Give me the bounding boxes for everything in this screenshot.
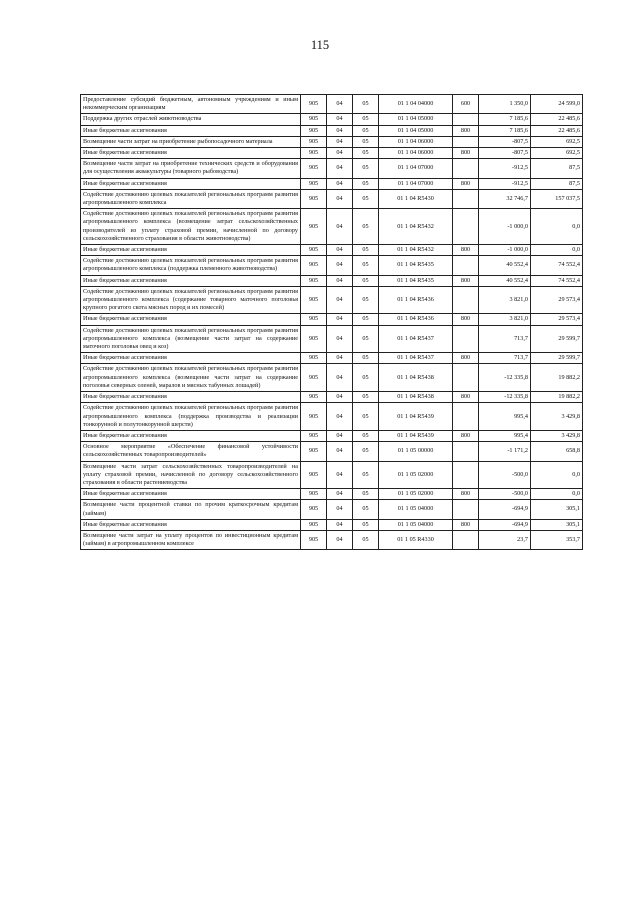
amount-total: 74 552,4: [531, 256, 583, 275]
amount-total: 87,5: [531, 159, 583, 178]
expense-type-code: 800: [453, 178, 479, 189]
section-code: 04: [327, 519, 353, 530]
amount-change: -1 000,0: [479, 209, 531, 245]
amount-total: 353,7: [531, 530, 583, 549]
amount-change: -12 335,8: [479, 364, 531, 392]
ministry-code: 905: [301, 430, 327, 441]
item-name: Возмещение части затрат сельскохозяйственных товаропроизводителей на уплату страховой премии, начисленной по договору сельскохозяйственного страхования в области растениеводства: [81, 461, 301, 489]
target-article-code: 01 1 04 R5437: [379, 325, 453, 353]
ministry-code: 905: [301, 125, 327, 136]
amount-change: -1 171,2: [479, 442, 531, 461]
section-code: 04: [327, 430, 353, 441]
section-code: 04: [327, 114, 353, 125]
item-name: Возмещение части процентной ставки по прочим краткосрочным кредитам (займам): [81, 500, 301, 519]
amount-total: 87,5: [531, 178, 583, 189]
section-code: 04: [327, 530, 353, 549]
amount-total: 24 599,0: [531, 95, 583, 114]
target-article-code: 01 1 04 R5439: [379, 430, 453, 441]
amount-change: -1 000,0: [479, 245, 531, 256]
amount-total: 22 485,6: [531, 114, 583, 125]
subsection-code: 05: [353, 125, 379, 136]
amount-change: -912,5: [479, 178, 531, 189]
amount-total: 305,1: [531, 500, 583, 519]
expense-type-code: [453, 159, 479, 178]
item-name: Содействие достижению целевых показателей региональных программ развития агропромышленного комплекса (поддержка племенного животноводства): [81, 256, 301, 275]
target-article-code: 01 1 04 R5435: [379, 275, 453, 286]
expense-type-code: 800: [453, 125, 479, 136]
target-article-code: 01 1 04 R5435: [379, 256, 453, 275]
table-row: [81, 403, 583, 431]
budget-table: [80, 94, 583, 550]
amount-total: 19 882,2: [531, 364, 583, 392]
ministry-code: 905: [301, 461, 327, 489]
section-code: 04: [327, 178, 353, 189]
item-name: Иные бюджетные ассигнования: [81, 430, 301, 441]
amount-total: 19 882,2: [531, 392, 583, 403]
expense-type-code: 800: [453, 489, 479, 500]
amount-total: 0,0: [531, 209, 583, 245]
ministry-code: 905: [301, 286, 327, 314]
ministry-code: 905: [301, 114, 327, 125]
table-row: [81, 189, 583, 208]
ministry-code: 905: [301, 159, 327, 178]
item-name: Иные бюджетные ассигнования: [81, 275, 301, 286]
expense-type-code: 800: [453, 519, 479, 530]
section-code: 04: [327, 325, 353, 353]
table-row: [81, 353, 583, 364]
target-article-code: 01 1 04 06000: [379, 136, 453, 147]
section-code: 04: [327, 403, 353, 431]
table-row: [81, 519, 583, 530]
table-row: [81, 95, 583, 114]
item-name: Иные бюджетные ассигнования: [81, 178, 301, 189]
subsection-code: 05: [353, 189, 379, 208]
item-name: Возмещение части затрат на приобретение технических средств и оборудования для осуществления аквакультуры (товарного рыбоводства): [81, 159, 301, 178]
ministry-code: 905: [301, 245, 327, 256]
subsection-code: 05: [353, 256, 379, 275]
expense-type-code: 800: [453, 430, 479, 441]
target-article-code: 01 1 05 R4330: [379, 530, 453, 549]
item-name: Иные бюджетные ассигнования: [81, 519, 301, 530]
subsection-code: 05: [353, 314, 379, 325]
section-code: 04: [327, 461, 353, 489]
table-row: [81, 148, 583, 159]
item-name: Содействие достижению целевых показателей региональных программ развития агропромышленного комплекса (поддержка производства и реализации тонкорунной и полутонкорунной шерсти): [81, 403, 301, 431]
table-row: [81, 256, 583, 275]
ministry-code: 905: [301, 364, 327, 392]
target-article-code: 01 1 04 R5432: [379, 245, 453, 256]
target-article-code: 01 1 04 R5430: [379, 189, 453, 208]
subsection-code: 05: [353, 209, 379, 245]
expense-type-code: 800: [453, 245, 479, 256]
amount-total: 0,0: [531, 489, 583, 500]
item-name: Иные бюджетные ассигнования: [81, 353, 301, 364]
amount-total: 3 429,8: [531, 430, 583, 441]
section-code: 04: [327, 392, 353, 403]
section-code: 04: [327, 245, 353, 256]
target-article-code: 01 1 05 02000: [379, 461, 453, 489]
subsection-code: 05: [353, 159, 379, 178]
item-name: Иные бюджетные ассигнования: [81, 314, 301, 325]
amount-change: 7 185,6: [479, 125, 531, 136]
ministry-code: 905: [301, 500, 327, 519]
table-row: [81, 325, 583, 353]
subsection-code: 05: [353, 325, 379, 353]
subsection-code: 05: [353, 403, 379, 431]
amount-total: 29 573,4: [531, 314, 583, 325]
amount-change: 3 821,0: [479, 314, 531, 325]
table-row: [81, 442, 583, 461]
expense-type-code: [453, 364, 479, 392]
amount-change: 995,4: [479, 403, 531, 431]
expense-type-code: [453, 136, 479, 147]
table-row: [81, 209, 583, 245]
target-article-code: 01 1 04 06000: [379, 148, 453, 159]
amount-change: 7 185,6: [479, 114, 531, 125]
amount-total: 0,0: [531, 245, 583, 256]
ministry-code: 905: [301, 403, 327, 431]
target-article-code: 01 1 04 R5437: [379, 353, 453, 364]
subsection-code: 05: [353, 286, 379, 314]
item-name: Иные бюджетные ассигнования: [81, 148, 301, 159]
expense-type-code: [453, 256, 479, 275]
section-code: 04: [327, 256, 353, 275]
table-row: [81, 461, 583, 489]
item-name: Возмещение части затрат на уплату процентов по инвестиционным кредитам (займам) в агропромышленном комплексе: [81, 530, 301, 549]
amount-change: -912,5: [479, 159, 531, 178]
target-article-code: 01 1 04 R5438: [379, 392, 453, 403]
section-code: 04: [327, 489, 353, 500]
amount-total: 29 599,7: [531, 353, 583, 364]
amount-total: 3 429,8: [531, 403, 583, 431]
expense-type-code: [453, 286, 479, 314]
expense-type-code: [453, 442, 479, 461]
amount-change: -500,0: [479, 489, 531, 500]
amount-change: 40 552,4: [479, 275, 531, 286]
table-row: [81, 530, 583, 549]
amount-change: -500,0: [479, 461, 531, 489]
table-row: [81, 178, 583, 189]
item-name: Содействие достижению целевых показателей региональных программ развития агропромышленного комплекса (возмещение части затрат на содержание маточного поголовья овец и коз): [81, 325, 301, 353]
amount-change: -694,9: [479, 500, 531, 519]
expense-type-code: [453, 461, 479, 489]
table-row: [81, 114, 583, 125]
ministry-code: 905: [301, 148, 327, 159]
expense-type-code: 800: [453, 314, 479, 325]
ministry-code: 905: [301, 353, 327, 364]
section-code: 04: [327, 364, 353, 392]
ministry-code: 905: [301, 489, 327, 500]
item-name: Содействие достижению целевых показателей региональных программ развития агропромышленного комплекса: [81, 189, 301, 208]
target-article-code: 01 1 04 R5432: [379, 209, 453, 245]
item-name: Иные бюджетные ассигнования: [81, 489, 301, 500]
expense-type-code: [453, 209, 479, 245]
expense-type-code: 800: [453, 392, 479, 403]
expense-type-code: [453, 403, 479, 431]
item-name: Содействие достижению целевых показателей региональных программ развития агропромышленного комплекса (содержание товарного маточного поголовья крупного рогатого скота мясных пород и их помесей): [81, 286, 301, 314]
expense-type-code: [453, 114, 479, 125]
ministry-code: 905: [301, 189, 327, 208]
table-row: [81, 159, 583, 178]
item-name: Поддержка других отраслей животноводства: [81, 114, 301, 125]
amount-change: 1 350,0: [479, 95, 531, 114]
item-name: Иные бюджетные ассигнования: [81, 245, 301, 256]
table-row: [81, 125, 583, 136]
amount-total: 305,1: [531, 519, 583, 530]
subsection-code: 05: [353, 430, 379, 441]
amount-change: -807,5: [479, 148, 531, 159]
target-article-code: 01 1 04 05000: [379, 125, 453, 136]
section-code: 04: [327, 500, 353, 519]
amount-change: 3 821,0: [479, 286, 531, 314]
expense-type-code: [453, 189, 479, 208]
amount-change: 40 552,4: [479, 256, 531, 275]
section-code: 04: [327, 95, 353, 114]
subsection-code: 05: [353, 364, 379, 392]
ministry-code: 905: [301, 519, 327, 530]
subsection-code: 05: [353, 392, 379, 403]
table-row: [81, 392, 583, 403]
ministry-code: 905: [301, 442, 327, 461]
section-code: 04: [327, 275, 353, 286]
amount-change: -12 335,8: [479, 392, 531, 403]
amount-total: 692,5: [531, 136, 583, 147]
item-name: Содействие достижению целевых показателей региональных программ развития агропромышленного комплекса (возмещение затрат сельскохозяйственных производителей из уплату страховой премии, начисленной по договору сельскохозяйственного страхования в области животноводства): [81, 209, 301, 245]
target-article-code: 01 1 05 04000: [379, 519, 453, 530]
subsection-code: 05: [353, 530, 379, 549]
subsection-code: 05: [353, 519, 379, 530]
section-code: 04: [327, 189, 353, 208]
section-code: 04: [327, 148, 353, 159]
amount-total: 74 552,4: [531, 275, 583, 286]
ministry-code: 905: [301, 178, 327, 189]
table-row: [81, 430, 583, 441]
target-article-code: 01 1 04 R5438: [379, 364, 453, 392]
table-row: [81, 275, 583, 286]
ministry-code: 905: [301, 256, 327, 275]
expense-type-code: [453, 530, 479, 549]
subsection-code: 05: [353, 461, 379, 489]
target-article-code: 01 1 04 07000: [379, 178, 453, 189]
item-name: Предоставление субсидий бюджетным, автономным учреждениям и иным некоммерческим организациям: [81, 95, 301, 114]
ministry-code: 905: [301, 325, 327, 353]
section-code: 04: [327, 314, 353, 325]
target-article-code: 01 1 04 R5439: [379, 403, 453, 431]
amount-total: 29 599,7: [531, 325, 583, 353]
item-name: Содействие достижению целевых показателей региональных программ развития агропромышленного комплекса (возмещение части затрат на содержание поголовья северных оленей, маралов и мясных табунных лошадей): [81, 364, 301, 392]
target-article-code: 01 1 05 00000: [379, 442, 453, 461]
subsection-code: 05: [353, 500, 379, 519]
amount-total: 692,5: [531, 148, 583, 159]
section-code: 04: [327, 353, 353, 364]
section-code: 04: [327, 125, 353, 136]
ministry-code: 905: [301, 275, 327, 286]
amount-total: 0,0: [531, 461, 583, 489]
table-row: [81, 500, 583, 519]
amount-change: 23,7: [479, 530, 531, 549]
subsection-code: 05: [353, 136, 379, 147]
item-name: Основное мероприятие «Обеспечение финансовой устойчивости сельскохозяйственных товаропроизводителей»: [81, 442, 301, 461]
section-code: 04: [327, 442, 353, 461]
table-row: [81, 489, 583, 500]
subsection-code: 05: [353, 114, 379, 125]
item-name: Возмещение части затрат на приобретение рыбопосадочного материала: [81, 136, 301, 147]
ministry-code: 905: [301, 314, 327, 325]
section-code: 04: [327, 159, 353, 178]
target-article-code: 01 1 04 07000: [379, 159, 453, 178]
item-name: Иные бюджетные ассигнования: [81, 392, 301, 403]
page-number: 115: [310, 38, 330, 52]
amount-total: 658,8: [531, 442, 583, 461]
ministry-code: 905: [301, 392, 327, 403]
target-article-code: 01 1 04 05000: [379, 114, 453, 125]
subsection-code: 05: [353, 353, 379, 364]
table-row: [81, 286, 583, 314]
ministry-code: 905: [301, 95, 327, 114]
expense-type-code: 800: [453, 353, 479, 364]
subsection-code: 05: [353, 442, 379, 461]
subsection-code: 05: [353, 178, 379, 189]
ministry-code: 905: [301, 136, 327, 147]
amount-change: 713,7: [479, 325, 531, 353]
subsection-code: 05: [353, 275, 379, 286]
subsection-code: 05: [353, 489, 379, 500]
amount-change: 713,7: [479, 353, 531, 364]
expense-type-code: [453, 500, 479, 519]
subsection-code: 05: [353, 245, 379, 256]
section-code: 04: [327, 286, 353, 314]
target-article-code: 01 1 04 R5436: [379, 314, 453, 325]
amount-change: 995,4: [479, 430, 531, 441]
amount-change: 32 746,7: [479, 189, 531, 208]
amount-change: -694,9: [479, 519, 531, 530]
table-row: [81, 314, 583, 325]
table-row: [81, 136, 583, 147]
target-article-code: 01 1 05 04000: [379, 500, 453, 519]
amount-total: 29 573,4: [531, 286, 583, 314]
target-article-code: 01 1 04 04000: [379, 95, 453, 114]
table-row: [81, 364, 583, 392]
expense-type-code: 800: [453, 275, 479, 286]
section-code: 04: [327, 136, 353, 147]
expense-type-code: 800: [453, 148, 479, 159]
target-article-code: 01 1 04 R5436: [379, 286, 453, 314]
table-row: [81, 245, 583, 256]
amount-total: 22 485,6: [531, 125, 583, 136]
subsection-code: 05: [353, 148, 379, 159]
expense-type-code: 600: [453, 95, 479, 114]
expense-type-code: [453, 325, 479, 353]
ministry-code: 905: [301, 209, 327, 245]
section-code: 04: [327, 209, 353, 245]
ministry-code: 905: [301, 530, 327, 549]
item-name: Иные бюджетные ассигнования: [81, 125, 301, 136]
amount-change: -807,5: [479, 136, 531, 147]
amount-total: 157 037,5: [531, 189, 583, 208]
target-article-code: 01 1 05 02000: [379, 489, 453, 500]
subsection-code: 05: [353, 95, 379, 114]
